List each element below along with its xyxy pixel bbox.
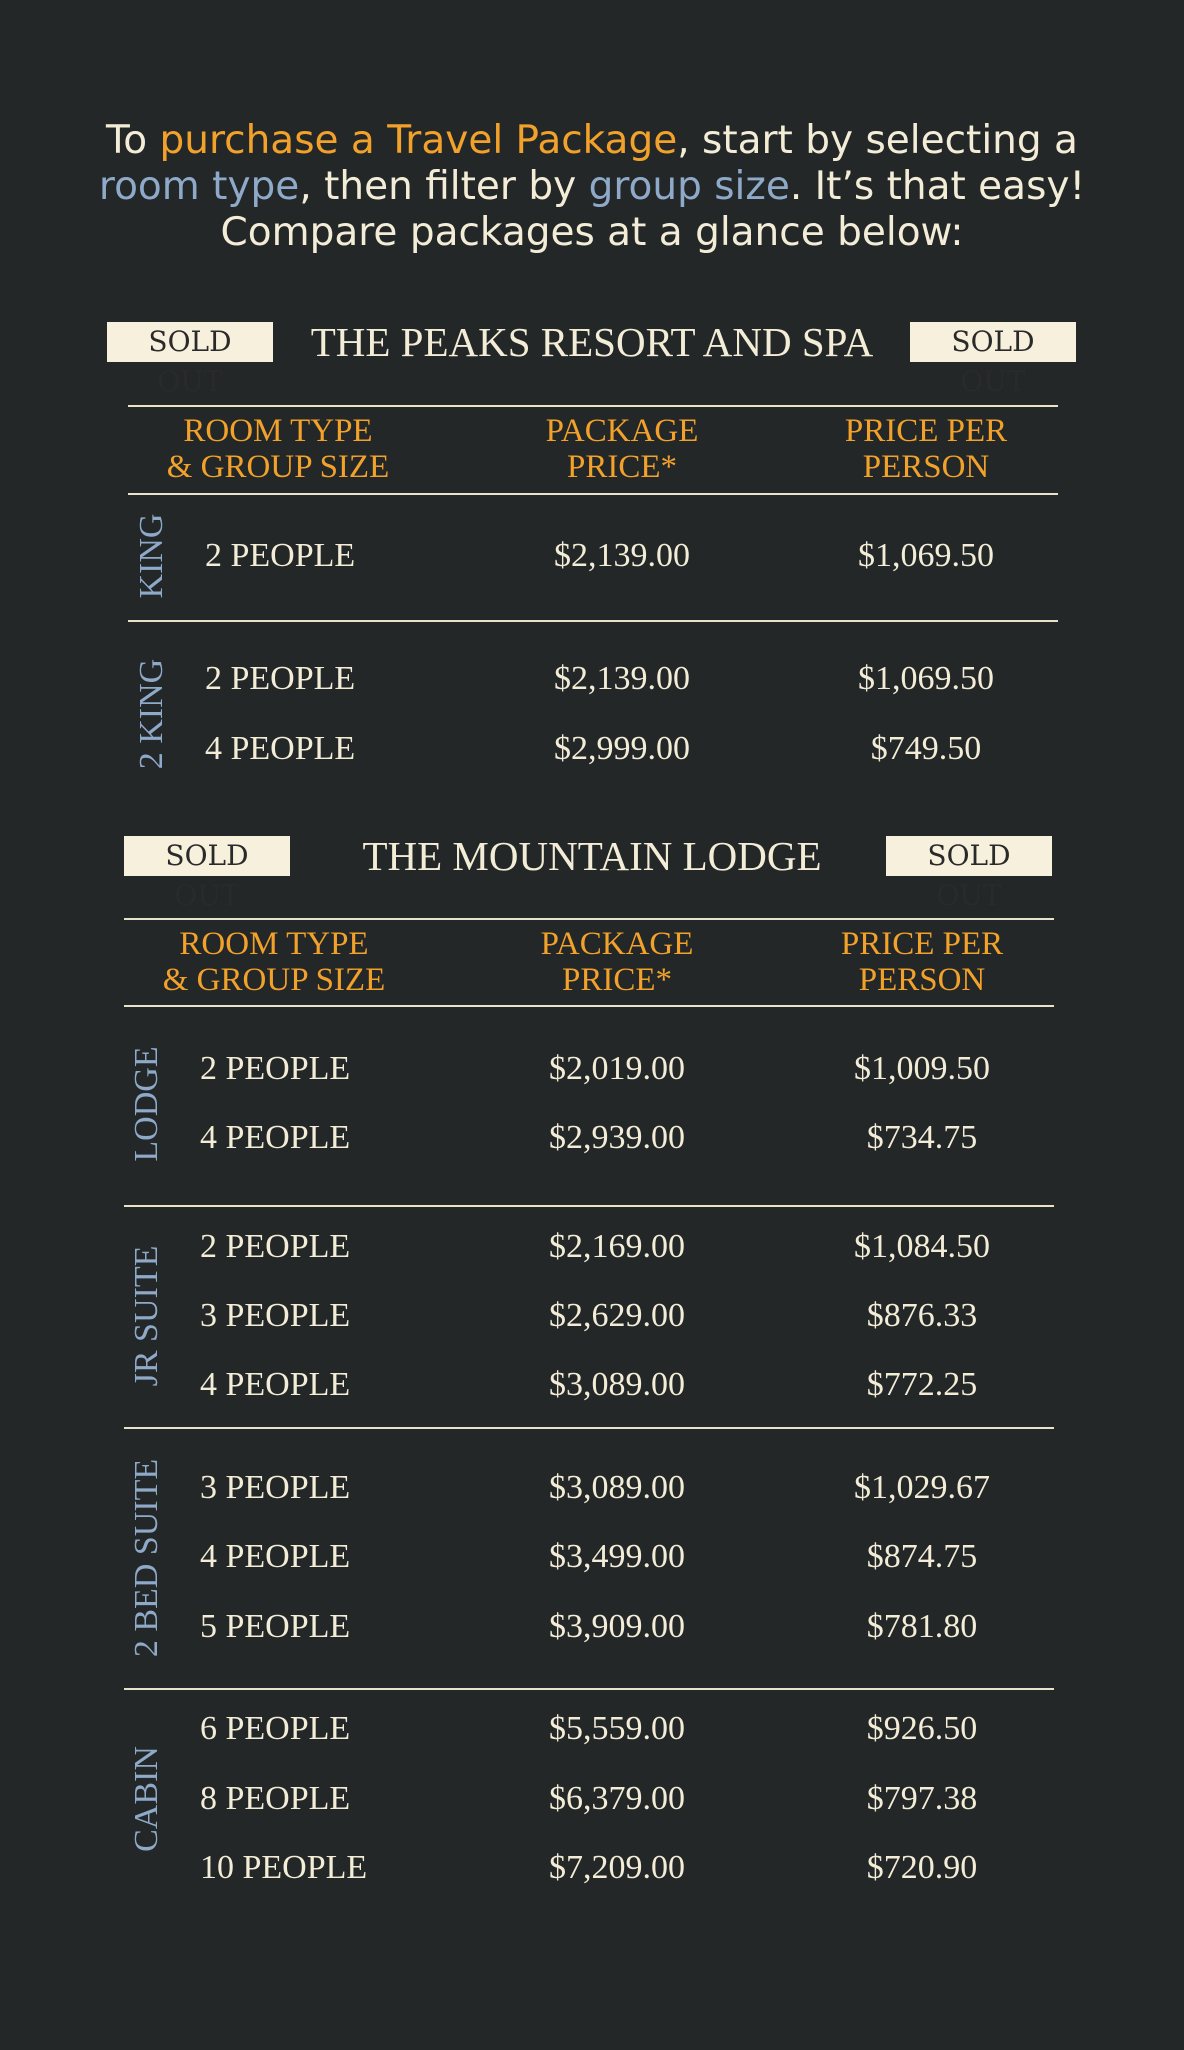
price-per-person-cell: $1,084.50 xyxy=(854,1228,990,1265)
package-price-cell: $2,169.00 xyxy=(549,1228,685,1265)
room-type-label: LODGE xyxy=(128,1045,165,1162)
hotel-title-row xyxy=(0,319,1184,398)
package-price-cell: $2,999.00 xyxy=(554,730,690,767)
intro-text-part: . It’s that easy! xyxy=(789,164,1086,209)
group-size-cell: 4 PEOPLE xyxy=(200,1366,351,1403)
package-price-cell: $5,559.00 xyxy=(549,1710,685,1747)
room-type-label: KING xyxy=(133,513,170,599)
package-price-cell: $3,909.00 xyxy=(549,1608,685,1645)
package-price-cell: $6,379.00 xyxy=(549,1780,685,1817)
room-type-label: CABIN xyxy=(128,1745,165,1852)
price-per-person-cell: $874.75 xyxy=(866,1538,978,1575)
group-divider xyxy=(124,1688,1054,1690)
purchase-travel-package-link[interactable]: purchase a Travel Package xyxy=(159,118,678,163)
hotel-name: THE MOUNTAIN LODGE xyxy=(362,833,822,879)
package-price-header-line: PRICE* xyxy=(561,962,673,998)
price-per-person-cell: $749.50 xyxy=(870,730,982,767)
sold-out-badge: SOLD OUT xyxy=(886,836,1052,876)
package-price-cell: $7,209.00 xyxy=(549,1849,685,1886)
group-size-cell: 2 PEOPLE xyxy=(200,1228,351,1265)
intro-text-part: , then filter by xyxy=(299,164,589,209)
price-per-person-cell: $1,069.50 xyxy=(858,660,994,697)
room-type-header xyxy=(94,926,454,998)
table-top-rule xyxy=(124,918,1054,920)
room-type-label: 2 KING xyxy=(133,658,170,770)
package-price-header-line: PRICE* xyxy=(566,449,678,485)
intro-line-3: Compare packages at a glance below: xyxy=(220,210,964,255)
price-per-person-header-line: PRICE PER xyxy=(844,413,1008,449)
group-divider xyxy=(124,1427,1054,1429)
room-type-header-line: & GROUP SIZE xyxy=(162,962,386,998)
package-price-cell: $2,139.00 xyxy=(554,537,690,574)
group-divider xyxy=(128,620,1058,622)
price-per-person-header-line: PERSON xyxy=(862,449,990,485)
intro-line-2 xyxy=(0,164,1184,210)
hotel-name: THE PEAKS RESORT AND SPA xyxy=(310,319,874,365)
hotel-title-row xyxy=(0,833,1184,912)
room-type-header-line: ROOM TYPE xyxy=(179,926,369,962)
group-size-cell: 5 PEOPLE xyxy=(200,1608,351,1645)
group-size-link[interactable]: group size xyxy=(588,164,790,209)
table-top-rule xyxy=(128,405,1058,407)
group-size-cell: 3 PEOPLE xyxy=(200,1469,351,1506)
package-price-cell: $2,019.00 xyxy=(549,1050,685,1087)
intro-line-1 xyxy=(0,118,1184,164)
price-per-person-header-line: PERSON xyxy=(858,962,986,998)
sold-out-badge: SOLD OUT xyxy=(910,322,1076,362)
price-per-person-cell: $1,069.50 xyxy=(858,537,994,574)
price-per-person-cell: $1,009.50 xyxy=(854,1050,990,1087)
group-size-cell: 2 PEOPLE xyxy=(205,537,356,574)
package-price-header-line: PACKAGE xyxy=(545,413,699,449)
group-size-cell: 4 PEOPLE xyxy=(200,1119,351,1156)
group-divider xyxy=(124,1205,1054,1207)
room-type-header-line: & GROUP SIZE xyxy=(166,449,390,485)
price-per-person-header xyxy=(742,926,1102,998)
price-per-person-cell: $772.25 xyxy=(866,1366,978,1403)
intro-text-part: , start by selecting a xyxy=(677,118,1078,163)
group-size-cell: 6 PEOPLE xyxy=(200,1710,351,1747)
price-per-person-header-line: PRICE PER xyxy=(840,926,1004,962)
price-per-person-cell: $1,029.67 xyxy=(854,1469,990,1506)
intro-text xyxy=(0,118,1184,256)
package-price-cell: $2,139.00 xyxy=(554,660,690,697)
price-per-person-cell: $797.38 xyxy=(866,1780,978,1817)
header-bottom-rule xyxy=(128,493,1058,495)
group-size-cell: 4 PEOPLE xyxy=(205,730,356,767)
room-type-label: JR SUITE xyxy=(128,1245,165,1387)
header-bottom-rule xyxy=(124,1005,1054,1007)
room-type-header-line: ROOM TYPE xyxy=(183,413,373,449)
price-per-person-cell: $876.33 xyxy=(866,1297,978,1334)
price-per-person-cell: $781.80 xyxy=(866,1608,978,1645)
group-size-cell: 2 PEOPLE xyxy=(205,660,356,697)
intro-text-part: To xyxy=(106,118,160,163)
group-size-cell: 8 PEOPLE xyxy=(200,1780,351,1817)
group-size-cell: 2 PEOPLE xyxy=(200,1050,351,1087)
price-per-person-cell: $720.90 xyxy=(866,1849,978,1886)
package-price-cell: $2,629.00 xyxy=(549,1297,685,1334)
package-price-cell: $3,499.00 xyxy=(549,1538,685,1575)
package-price-header-line: PACKAGE xyxy=(540,926,694,962)
room-type-header xyxy=(98,413,458,485)
group-size-cell: 10 PEOPLE xyxy=(200,1849,368,1886)
price-per-person-cell: $926.50 xyxy=(866,1710,978,1747)
sold-out-badge: SOLD OUT xyxy=(124,836,290,876)
group-size-cell: 4 PEOPLE xyxy=(200,1538,351,1575)
room-type-link[interactable]: room type xyxy=(98,164,300,209)
room-type-label: 2 BED SUITE xyxy=(128,1458,165,1657)
package-price-cell: $3,089.00 xyxy=(549,1366,685,1403)
sold-out-badge: SOLD OUT xyxy=(107,322,273,362)
group-size-cell: 3 PEOPLE xyxy=(200,1297,351,1334)
price-per-person-header xyxy=(746,413,1106,485)
package-price-cell: $2,939.00 xyxy=(549,1119,685,1156)
package-price-cell: $3,089.00 xyxy=(549,1469,685,1506)
price-per-person-cell: $734.75 xyxy=(866,1119,978,1156)
